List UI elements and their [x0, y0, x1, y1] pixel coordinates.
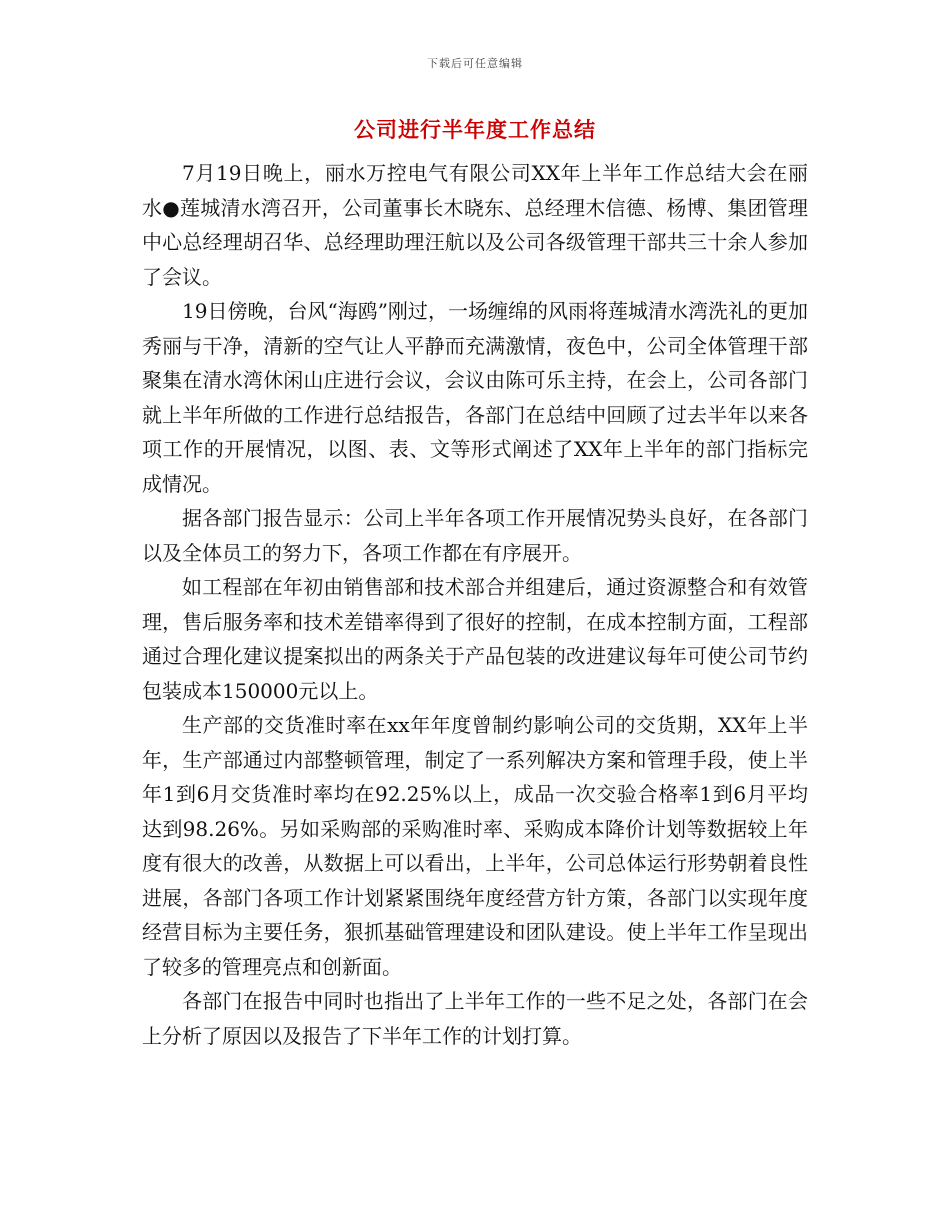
paragraph-3: 据各部门报告显示：公司上半年各项工作开展情况势头良好，在各部门以及全体员工的努力下，各项工作都在有序展开。 — [142, 506, 808, 565]
paragraph-4: 如工程部在年初由销售部和技术部合并组建后，通过资源整合和有效管理，售后服务率和技术差错率得到了很好的控制，在成本控制方面，工程部通过合理化建议提案拟出的两条关于产品包装的改进建议每年可使公司节约包装成本150000元以上。 — [142, 575, 808, 703]
paragraph-5: 生产部的交货准时率在xx年年度曾制约影响公司的交货期，XX年上半年，生产部通过内部整顿管理，制定了一系列解决方案和管理手段，使上半年1到6月交货准时率均在92.25%以上，成品一次交验合格率1到6月平均达到98.26%。另如采购部的采购准时率、采购成本降价计划等数据较上年度有很大的改善，从数据上可以看出，上半年，公司总体运行形势朝着良性进展，各部门各项工作计划紧紧围绕年度经营方针方策，各部门以实现年度经营目标为主要任务，狠抓基础管理建设和团队建设。使上半年工作呈现出了较多的管理亮点和创新面。 — [142, 713, 808, 979]
paragraph-1: 7月19日晚上，丽水万控电气有限公司XX年上半年工作总结大会在丽水●莲城清水湾召开，公司董事长木晓东、总经理木信德、杨博、集团管理中心总经理胡召华、总经理助理汪航以及公司各级管理干部共三十余人参加了会议。 — [142, 161, 808, 289]
header-note: 下载后可任意编辑 — [427, 57, 523, 70]
paragraph-6: 各部门在报告中同时也指出了上半年工作的一些不足之处，各部门在会上分析了原因以及报告了下半年工作的计划打算。 — [142, 989, 808, 1048]
paragraph-2: 19日傍晚，台风“海鸥”刚过，一场缠绵的风雨将莲城清水湾洗礼的更加秀丽与干净，清新的空气让人平静而充满激情，夜色中，公司全体管理干部聚集在清水湾休闲山庄进行会议，会议由陈可乐主持，在会上，公司各部门就上半年所做的工作进行总结报告，各部门在总结中回顾了过去半年以来各项工作的开展情况，以图、表、文等形式阐述了XX年上半年的部门指标完成情况。 — [142, 299, 808, 496]
document-body — [142, 156, 808, 1053]
document-title: 公司进行半年度工作总结 — [354, 118, 596, 142]
